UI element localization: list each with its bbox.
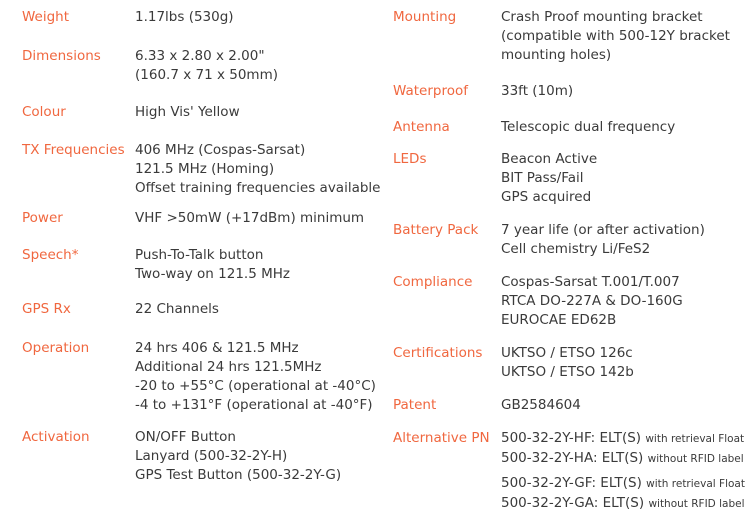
part-number-code: 500-32-2Y-HA: ELT(S): [501, 450, 644, 466]
spec-value-line: 33ft (10m): [501, 83, 574, 99]
part-number-code: 500-32-2Y-GF: ELT(S): [501, 475, 642, 491]
part-number-note: with retrieval Float: [645, 433, 745, 445]
spec-value: [135, 428, 341, 485]
spec-label: Waterproof: [393, 83, 469, 99]
spec-value-line: Cell chemistry Li/FeS2: [501, 241, 651, 257]
spec-value-line: High Vis' Yellow: [135, 104, 240, 120]
spec-value-line: UKTSO / ETSO 126c: [501, 345, 633, 361]
spec-label: Alternative PN: [393, 430, 490, 446]
spec-value-line: Telescopic dual frequency: [501, 119, 676, 135]
spec-value-line: Offset training frequencies available: [135, 180, 381, 196]
spec-label: Battery Pack: [393, 222, 479, 238]
spec-value: [135, 339, 376, 415]
part-number-line: [501, 474, 745, 494]
spec-value-line: Two-way on 121.5 MHz: [135, 266, 290, 282]
part-number-note: with retrieval Float: [646, 478, 745, 490]
spec-label: Weight: [22, 9, 70, 25]
spec-label: GPS Rx: [22, 301, 71, 317]
part-number-code: 500-32-2Y-GA: ELT(S): [501, 495, 645, 511]
spec-value-line: GPS acquired: [501, 189, 592, 205]
spec-value-line: Cospas-Sarsat T.001/T.007: [501, 274, 680, 290]
spec-value-line: GPS Test Button (500-32-2Y-G): [135, 467, 342, 483]
spec-value-line: UKTSO / ETSO 142b: [501, 364, 634, 380]
spec-value-line: -4 to +131°F (operational at -40°F): [135, 397, 373, 413]
spec-value: [501, 8, 730, 65]
spec-value-line: BIT Pass/Fail: [501, 170, 584, 186]
spec-label: Dimensions: [22, 48, 101, 64]
spec-value-line: 1.17lbs (530g): [135, 9, 234, 25]
spec-label: Activation: [22, 429, 90, 445]
part-number-note: without RFID label: [648, 498, 745, 510]
spec-label: Speech*: [22, 247, 79, 263]
spec-value-line: Crash Proof mounting bracket: [501, 9, 703, 25]
spec-value-line: RTCA DO-227A & DO-160G: [501, 293, 683, 309]
spec-value: [135, 8, 234, 27]
spec-value: [501, 396, 581, 415]
spec-value: [501, 82, 573, 101]
part-number-line: [501, 494, 745, 514]
spec-value: [135, 141, 380, 198]
spec-value-line: 22 Channels: [135, 301, 219, 317]
part-number-line: [501, 449, 744, 469]
spec-value: [501, 118, 675, 137]
spec-label: Antenna: [393, 119, 450, 135]
spec-value-line: GB2584604: [501, 397, 581, 413]
spec-label: TX Frequencies: [22, 142, 125, 158]
spec-value-line: ON/OFF Button: [135, 429, 236, 445]
spec-value-line: 24 hrs 406 & 121.5 MHz: [135, 340, 299, 356]
spec-value: [135, 246, 290, 284]
spec-value-line: mounting holes): [501, 47, 612, 63]
spec-value: [501, 344, 634, 382]
spec-value: [135, 209, 364, 228]
spec-value: [501, 273, 683, 330]
spec-value-line: Beacon Active: [501, 151, 598, 167]
spec-value-line: (160.7 x 71 x 50mm): [135, 67, 278, 83]
spec-value: [135, 47, 278, 85]
spec-label: Colour: [22, 104, 66, 120]
spec-value-line: 121.5 MHz (Homing): [135, 161, 275, 177]
spec-value: [135, 300, 219, 319]
spec-value-line: (compatible with 500-12Y bracket: [501, 28, 730, 44]
spec-label: Certifications: [393, 345, 483, 361]
spec-value-line: VHF >50mW (+17dBm) minimum: [135, 210, 365, 226]
spec-value-line: Push-To-Talk button: [135, 247, 264, 263]
spec-label: Operation: [22, 340, 90, 356]
part-number-line: [501, 429, 744, 449]
spec-value: [501, 221, 705, 259]
spec-value-line: 7 year life (or after activation): [501, 222, 705, 238]
spec-label: Compliance: [393, 274, 473, 290]
spec-value-line: EUROCAE ED62B: [501, 312, 617, 328]
part-number-code: 500-32-2Y-HF: ELT(S): [501, 430, 642, 446]
spec-value: [501, 150, 597, 207]
spec-value-line: -20 to +55°C (operational at -40°C): [135, 378, 376, 394]
spec-label: LEDs: [393, 151, 427, 167]
spec-label: Mounting: [393, 9, 457, 25]
spec-value-line: Additional 24 hrs 121.5MHz: [135, 359, 322, 375]
spec-value-line: 406 MHz (Cospas-Sarsat): [135, 142, 306, 158]
spec-value: [135, 103, 240, 122]
spec-value-line: Lanyard (500-32-2Y-H): [135, 448, 288, 464]
spec-label: Power: [22, 210, 63, 226]
spec-value-line: 6.33 x 2.80 x 2.00": [135, 48, 265, 64]
part-number-note: without RFID label: [647, 453, 744, 465]
spec-label: Patent: [393, 397, 437, 413]
